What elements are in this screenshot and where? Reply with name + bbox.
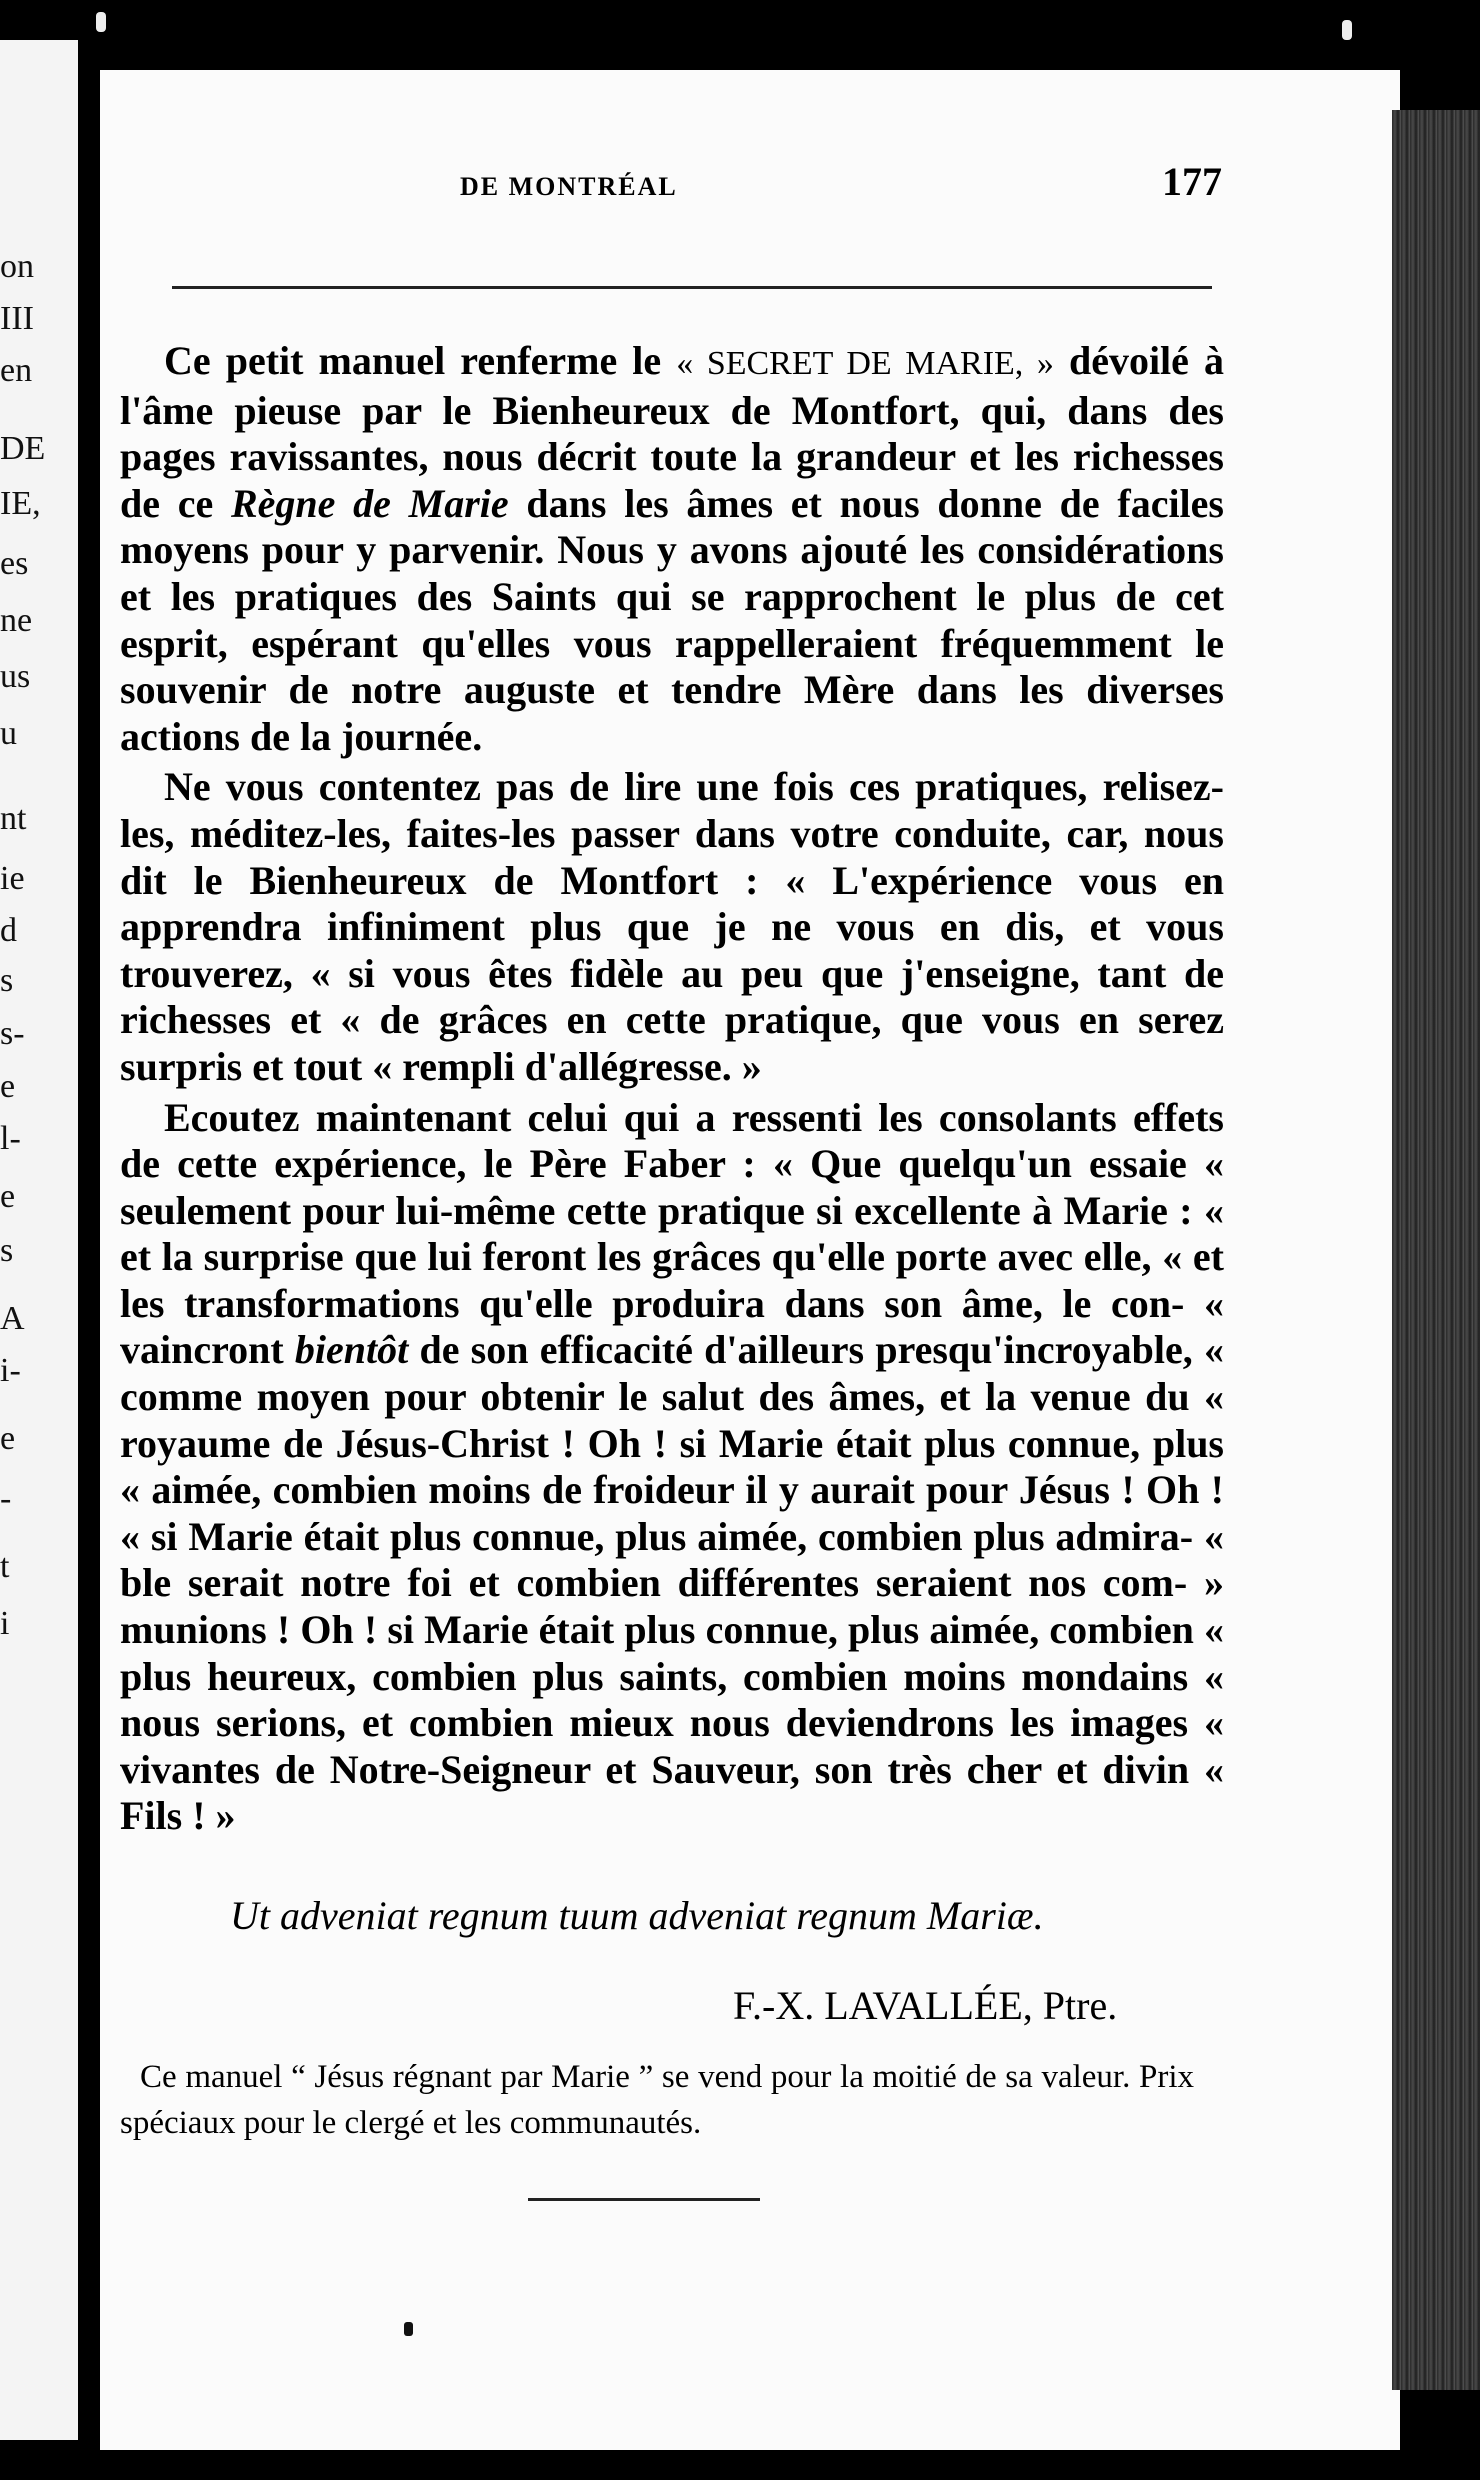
sale-notice: Ce manuel “ Jésus régnant par Marie ” se vend pour la moitié de sa valeur. Prix spéciaux pour le clergé et les communautés. — [120, 2059, 1194, 2141]
left-page-fragment: i- — [0, 1352, 21, 1389]
paragraph-2: Ne vous contentez pas de lire une fois ces pratiques, relisez-les, méditez-les, faites-les passer dans votre conduite, car, nous dit le Bienheureux de Montfort : « L'expérience vous en apprendra infiniment plus que je ne vous en dis, et vous trouverez, « si vous êtes fidèle au peu que j'enseigne, tant de richesses et « de grâces en cette pratique, que vous en serez surpris et tout « rempli d'allégresse. » — [120, 764, 1224, 1089]
running-head: DE MONTRÉAL — [460, 172, 678, 201]
left-page-fragment: u — [0, 715, 17, 752]
latin-motto: Ut adveniat regnum tuum adveniat regnum Mariæ. — [230, 1893, 1044, 1938]
page-block-edge — [1392, 110, 1480, 2390]
bientot-italic: bientôt — [294, 1327, 409, 1373]
ink-dot — [404, 2322, 413, 2336]
left-page-fragment: l- — [0, 1120, 21, 1157]
left-page-fragment: e — [0, 1178, 16, 1215]
left-page-fragment: d — [0, 912, 17, 949]
footer-rule — [528, 2198, 760, 2201]
left-page-fragment: IE, — [0, 485, 41, 522]
paragraph-3: Ecoutez maintenant celui qui a ressenti les consolants effets de cette expérience, le Père Faber : « Que quelqu'un essaie « seulement pour lui-même cette pratique si excellente à Marie : « et la surprise que lui feront les grâces qu'elle porte avec elle, « et les transformations qu'elle produira dans son âme, le con- « vaincront bientôt de son efficacité d'ailleurs presqu'incroyable, « comme moyen pour obtenir le salut des âmes, et la venue du « royaume de Jésus-Christ ! Oh ! si Marie était plus connue, plus « aimée, combien moins de froideur il y aurait pour Jésus ! Oh ! « si Marie était plus connue, plus aimée, combien plus admira- « ble serait notre foi et combien différentes seraient nos com- » munions ! Oh ! si Marie était plus connue, plus aimée, combien « plus heureux, combien plus saints, combien moins mondains « nous serions, et combien mieux nous deviendrons les images « vivantes de Notre-Seigneur et Sauveur, son très cher et divin « Fils ! » — [120, 1094, 1224, 1839]
left-page-fragment: ne — [0, 602, 33, 639]
left-page-fragment: es — [0, 545, 29, 582]
secret-de-marie-smallcaps: « SECRET DE MARIE, » — [676, 345, 1054, 382]
left-page-fragment: e — [0, 1068, 16, 1105]
corner-mark — [1342, 20, 1352, 40]
left-page-edge — [0, 40, 78, 2440]
left-page-fragment: ie — [0, 860, 25, 897]
signature: F.-X. LAVALLÉE, Ptre. — [733, 1983, 1118, 2028]
left-page-fragment: en — [0, 352, 33, 389]
left-page-fragment: e — [0, 1420, 16, 1457]
corner-mark — [96, 12, 106, 32]
paragraph-1: Ce petit manuel renferme le « SECRET DE MARIE, » dévoilé à l'âme pieuse par le Bienheureux de Montfort, qui, dans des pages ravissantes, nous décrit toute la grandeur et les richesses de ce Règne de Marie dans les âmes et nous donne de faciles moyens pour y parvenir. Nous y avons ajouté les considérations et les pratiques des Saints qui se rapprochent le plus de cet esprit, espérant qu'elles vous rappelleraient fréquemment le souvenir de notre auguste et tendre Mère dans les diverses actions de la journée. — [120, 338, 1225, 759]
left-page-fragment: - — [0, 1480, 12, 1517]
left-page-fragment: on — [0, 248, 34, 285]
left-page-fragment: DE — [0, 430, 46, 467]
left-page-fragment: s — [0, 962, 14, 999]
left-page-fragment: us — [0, 658, 31, 695]
body-text — [120, 338, 1224, 1840]
left-page-fragment: s- — [0, 1015, 25, 1052]
regne-de-marie-italic: Règne de Marie — [231, 480, 509, 526]
left-page-fragment: t — [0, 1548, 10, 1585]
left-page-fragment: s — [0, 1232, 14, 1269]
left-page-fragment: nt — [0, 800, 27, 837]
header-rule — [172, 286, 1212, 289]
left-page-fragment: i — [0, 1605, 10, 1642]
left-page-fragment: A — [0, 1300, 25, 1337]
left-page-fragment: III — [0, 300, 34, 337]
page-number: 177 — [1162, 159, 1222, 204]
